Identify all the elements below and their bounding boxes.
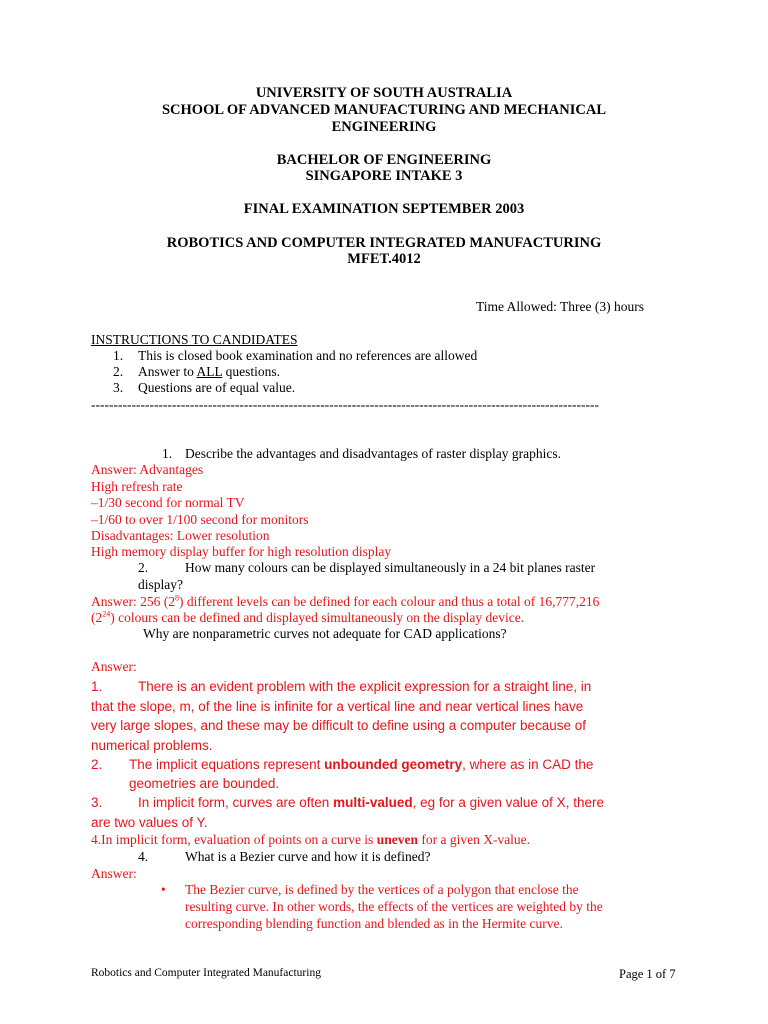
answer-point-text: 4.In implicit form, evaluation of points on a curve is uneven for a given X-value.: [91, 832, 531, 847]
answer-bullet-text: corresponding blending function and blended as in the Hermite curve.: [185, 916, 563, 931]
answer-point-number: 1.: [91, 679, 103, 694]
emphasis-text: multi-valued: [333, 795, 413, 810]
intake-title: SINGAPORE INTAKE 3: [305, 168, 463, 184]
instruction-num: 2.: [113, 364, 124, 379]
exam-title: FINAL EXAMINATION SEPTEMBER 2003: [243, 201, 525, 217]
answer-line: Answer: Advantages: [91, 462, 204, 477]
school-title: SCHOOL OF ADVANCED MANUFACTURING AND MECHANICAL: [161, 102, 607, 118]
course-code: MFET.4012: [347, 251, 421, 267]
course-title: ROBOTICS AND COMPUTER INTEGRATED MANUFACTURING: [166, 235, 602, 251]
instruction-num: 1.: [113, 348, 124, 363]
instruction-item: Questions are of equal value.: [138, 380, 296, 395]
instruction-item: This is closed book examination and no references are allowed: [138, 348, 478, 363]
question-number: 2.: [138, 560, 149, 575]
answer-label: Answer:: [91, 659, 137, 674]
answer-line: $(2^{24})$ colours can be defined and displayed simultaneously on the display device.: [91, 609, 525, 625]
question-text: Describe the advantages and disadvantages of raster display graphics.: [185, 446, 561, 461]
time-allowed: Time Allowed: Three (3) hours: [476, 299, 644, 314]
answer-point-text: The implicit equations represent unbounded geometry, where as in CAD the: [129, 757, 594, 772]
answer-point-text: There is an evident problem with the explicit expression for a straight line, in: [138, 679, 592, 694]
answer-point-text: numerical problems.: [91, 738, 213, 753]
question-number: 1.: [162, 446, 173, 461]
instruction-num: 3.: [113, 380, 124, 395]
answer-point-text: geometries are bounded.: [129, 776, 280, 791]
answer-point-text: are two values of Y.: [91, 815, 208, 830]
instruction-item: Answer to ALL questions.: [138, 364, 281, 379]
school-title-cont: ENGINEERING: [331, 119, 437, 135]
answer-point-number: 2.: [91, 757, 103, 772]
emphasis-text: uneven: [376, 832, 418, 847]
footer-page-number: Page 1 of 7: [619, 967, 676, 981]
instructions-title: INSTRUCTIONS TO CANDIDATES: [91, 332, 298, 347]
dash-divider: -----------------------------------------------------------------------------------------------------------------: [91, 397, 600, 412]
question-text: display?: [138, 577, 183, 592]
question-number: 4.: [138, 849, 149, 864]
answer-point-text: very large slopes, and these may be difficult to define using a computer because of: [91, 718, 587, 733]
answer-label: Answer:: [91, 866, 137, 881]
answer-line: High memory display buffer for high resolution display: [91, 544, 392, 559]
answer-bullet-text: The Bezier curve, is defined by the vertices of a polygon that enclose the: [185, 882, 579, 897]
answer-point-number: 3.: [91, 795, 103, 810]
answer-line: Answer: 256 $(2^8)$ different levels can be defined for each colour and thus a total of 16,777,216: [91, 593, 600, 609]
question-text: Why are nonparametric curves not adequate for CAD applications?: [143, 626, 507, 641]
answer-bullet-text: resulting curve. In other words, the effects of the vertices are weighted by the: [185, 899, 603, 914]
degree-title: BACHELOR OF ENGINEERING: [276, 152, 492, 168]
answer-line: High refresh rate: [91, 479, 183, 494]
question-text: How many colours can be displayed simultaneously in a 24 bit planes raster: [185, 560, 596, 575]
university-title: UNIVERSITY OF SOUTH AUSTRALIA: [255, 85, 513, 101]
bullet-icon: •: [161, 882, 166, 897]
answer-point-text: In implicit form, curves are often multi-valued, eg for a given value of X, there: [138, 795, 604, 810]
emphasis-all: ALL: [196, 364, 223, 379]
footer-course: Robotics and Computer Integrated Manufacturing: [91, 967, 321, 979]
answer-point-text: that the slope, m, of the line is infinite for a vertical line and near vertical lines have: [91, 699, 584, 714]
answer-line: –1/60 to over 1/100 second for monitors: [91, 512, 309, 527]
question-text: What is a Bezier curve and how it is defined?: [185, 849, 431, 864]
answer-line: –1/30 second for normal TV: [91, 495, 245, 510]
answer-line: Disadvantages: Lower resolution: [91, 528, 270, 543]
emphasis-text: unbounded geometry: [324, 757, 463, 772]
